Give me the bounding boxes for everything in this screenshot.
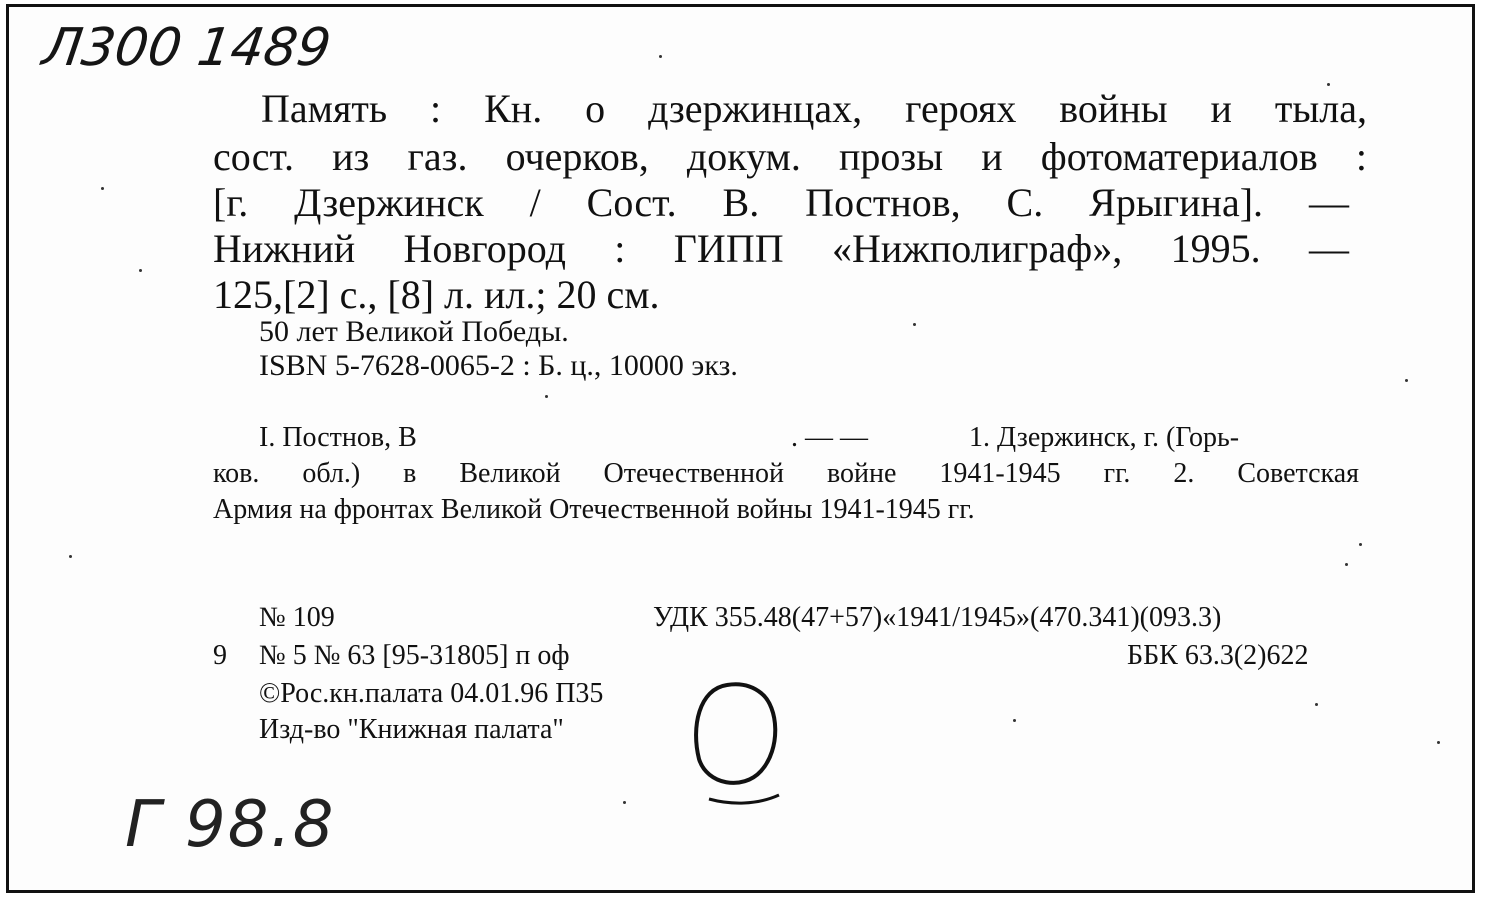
card-number: № 109: [259, 602, 335, 633]
speck: [1013, 719, 1016, 722]
registry-numbers: № 5 № 63 [95-31805] п оф: [259, 640, 570, 671]
catalog-card: [6, 4, 1475, 893]
publisher-line: Изд-во "Книжная палата": [259, 714, 564, 745]
tracing-subject-line-2: ков. обл.) в Великой Отечественной войне 1941-1945 гг. 2. Советская: [213, 458, 1359, 489]
speck: [623, 801, 626, 804]
tracing-subject-line-1: 1. Дзержинск, г. (Горь-: [969, 422, 1240, 453]
speck: [1315, 703, 1318, 706]
tracing-subject-line-3: Армия на фронтах Великой Отечественной войны 1941-1945 гг.: [213, 494, 975, 525]
udk-index: УДК 355.48(47+57)«1941/1945»(470.341)(093.3): [653, 602, 1222, 633]
isbn-line: ISBN 5-7628-0065-2 : Б. ц., 10000 экз.: [259, 349, 738, 382]
description-line-4: Нижний Новгород : ГИПП «Нижполиграф», 1995. —: [213, 226, 1349, 271]
description-line-1: Память : Кн. о дзержинцах, героях войны и тыла,: [261, 86, 1367, 131]
speck: [139, 269, 142, 272]
tracing-author: I. Постнов, В: [259, 422, 417, 453]
handwritten-classification: Г 98.8: [125, 788, 336, 862]
description-line-2: сост. из газ. очерков, докум. прозы и фотоматериалов :: [213, 134, 1367, 179]
speck: [1405, 379, 1408, 382]
pen-loop-mark: [669, 667, 809, 817]
description-line-3: [г. Дзержинск / Сост. В. Постнов, С. Ярыгина]. —: [213, 180, 1349, 225]
speck: [1345, 563, 1348, 566]
description-line-5: 125,[2] с., [8] л. ил.; 20 см.: [213, 272, 660, 317]
copyright-line: ©Рос.кн.палата 04.01.96 П35: [259, 678, 604, 709]
speck: [69, 555, 72, 558]
speck: [101, 187, 104, 190]
handwritten-shelf-mark: Л300 1489: [38, 18, 335, 78]
left-digit: 9: [213, 640, 227, 671]
speck: [545, 395, 548, 398]
speck: [1359, 543, 1362, 546]
series-note: 50 лет Великой Победы.: [259, 315, 569, 348]
speck: [913, 323, 916, 326]
tracing-dashes: . — —: [791, 422, 868, 453]
bbk-index: ББК 63.3(2)622: [1127, 640, 1309, 671]
speck: [659, 55, 662, 58]
speck: [1327, 83, 1330, 86]
speck: [1437, 741, 1440, 744]
